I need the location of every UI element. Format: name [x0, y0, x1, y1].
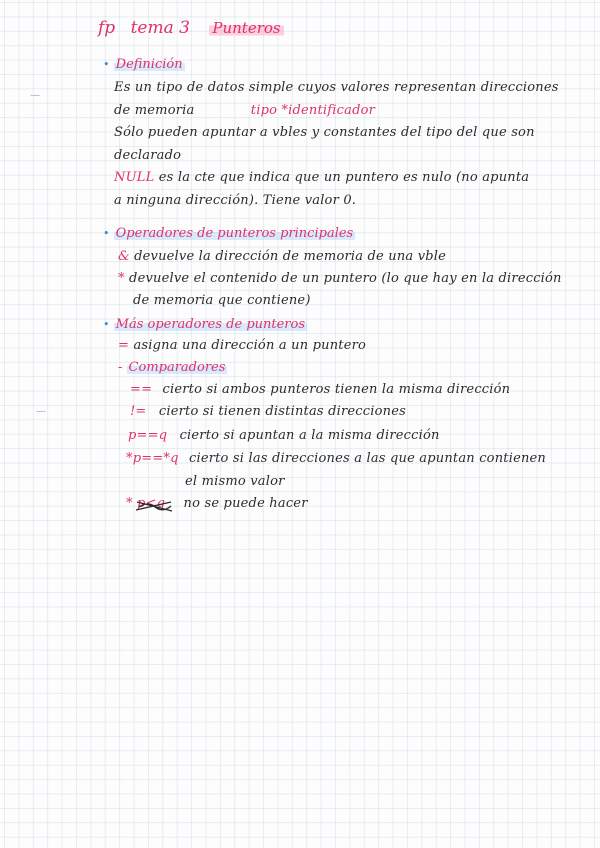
bullet-dot-icon: •	[103, 318, 110, 331]
amp-symbol: &	[118, 249, 130, 264]
def-line-5: NULL es la cte que indica que un puntero es nulo (no apunta	[114, 170, 530, 185]
amp-operator-line: & devuelve la dirección de memoria de una vble	[118, 249, 447, 264]
crossed-expression: p<q	[137, 497, 165, 510]
def-type-syntax: tipo *identificador	[250, 103, 376, 118]
star-operator-line-2: de memoria que contiene)	[133, 293, 311, 308]
bullet-dot-icon: •	[103, 58, 110, 71]
star-symbol: *	[118, 271, 125, 286]
margin-mark: —	[30, 90, 40, 101]
page-title	[98, 20, 284, 37]
star-p-equals-star-q-line-2: el mismo valor	[185, 474, 285, 489]
star-operator-line: * devuelve el contenido de un puntero (lo que hay en la dirección	[118, 271, 562, 286]
star-p-equals-star-q-expression: *p==*q	[126, 451, 179, 466]
def-line-3: Sólo pueden apuntar a vbles y constantes del tipo del que son	[114, 125, 535, 140]
bullet-dot-icon: •	[103, 227, 110, 240]
margin-mark: —	[36, 406, 46, 417]
p-equals-q-expression: p==q	[128, 428, 168, 443]
null-keyword: NULL	[114, 170, 155, 185]
not-equal-symbol: !=	[130, 404, 147, 419]
title-topic: Punteros	[209, 19, 283, 37]
assign-operator-line: = asigna una dirección a un puntero	[118, 338, 367, 353]
def-line-6: a ninguna dirección). Tiene valor 0.	[114, 193, 357, 208]
scribble-cross-out-icon	[135, 499, 173, 513]
section-heading-mas: • Más operadores de punteros	[103, 317, 306, 332]
crossed-comparison-line: * p<q no se puede hacer	[126, 496, 308, 511]
title-tema: tema 3	[130, 18, 190, 38]
assign-symbol: =	[118, 338, 130, 353]
section-heading-definicion: • Definición	[103, 57, 183, 72]
equal-operator-line: == cierto si ambos punteros tienen la misma dirección	[130, 382, 511, 397]
not-equal-operator-line: != cierto si tienen distintas direcciones	[130, 404, 406, 419]
section-heading-principales: • Operadores de punteros principales	[103, 226, 354, 241]
equal-symbol: ==	[130, 382, 153, 397]
star-p-equals-star-q-line: *p==*q cierto si las direcciones a las que apuntan contienen	[126, 451, 546, 466]
title-prefix: fp	[98, 18, 116, 38]
p-equals-q-line: p==q cierto si apuntan a la misma dirección	[128, 428, 440, 443]
def-line-2: de memoria tipo *identificador	[114, 103, 376, 118]
def-line-1: Es un tipo de datos simple cuyos valores representan direcciones	[114, 80, 559, 95]
comparadores-heading: - Comparadores	[118, 360, 226, 375]
def-line-4: declarado	[114, 148, 182, 163]
